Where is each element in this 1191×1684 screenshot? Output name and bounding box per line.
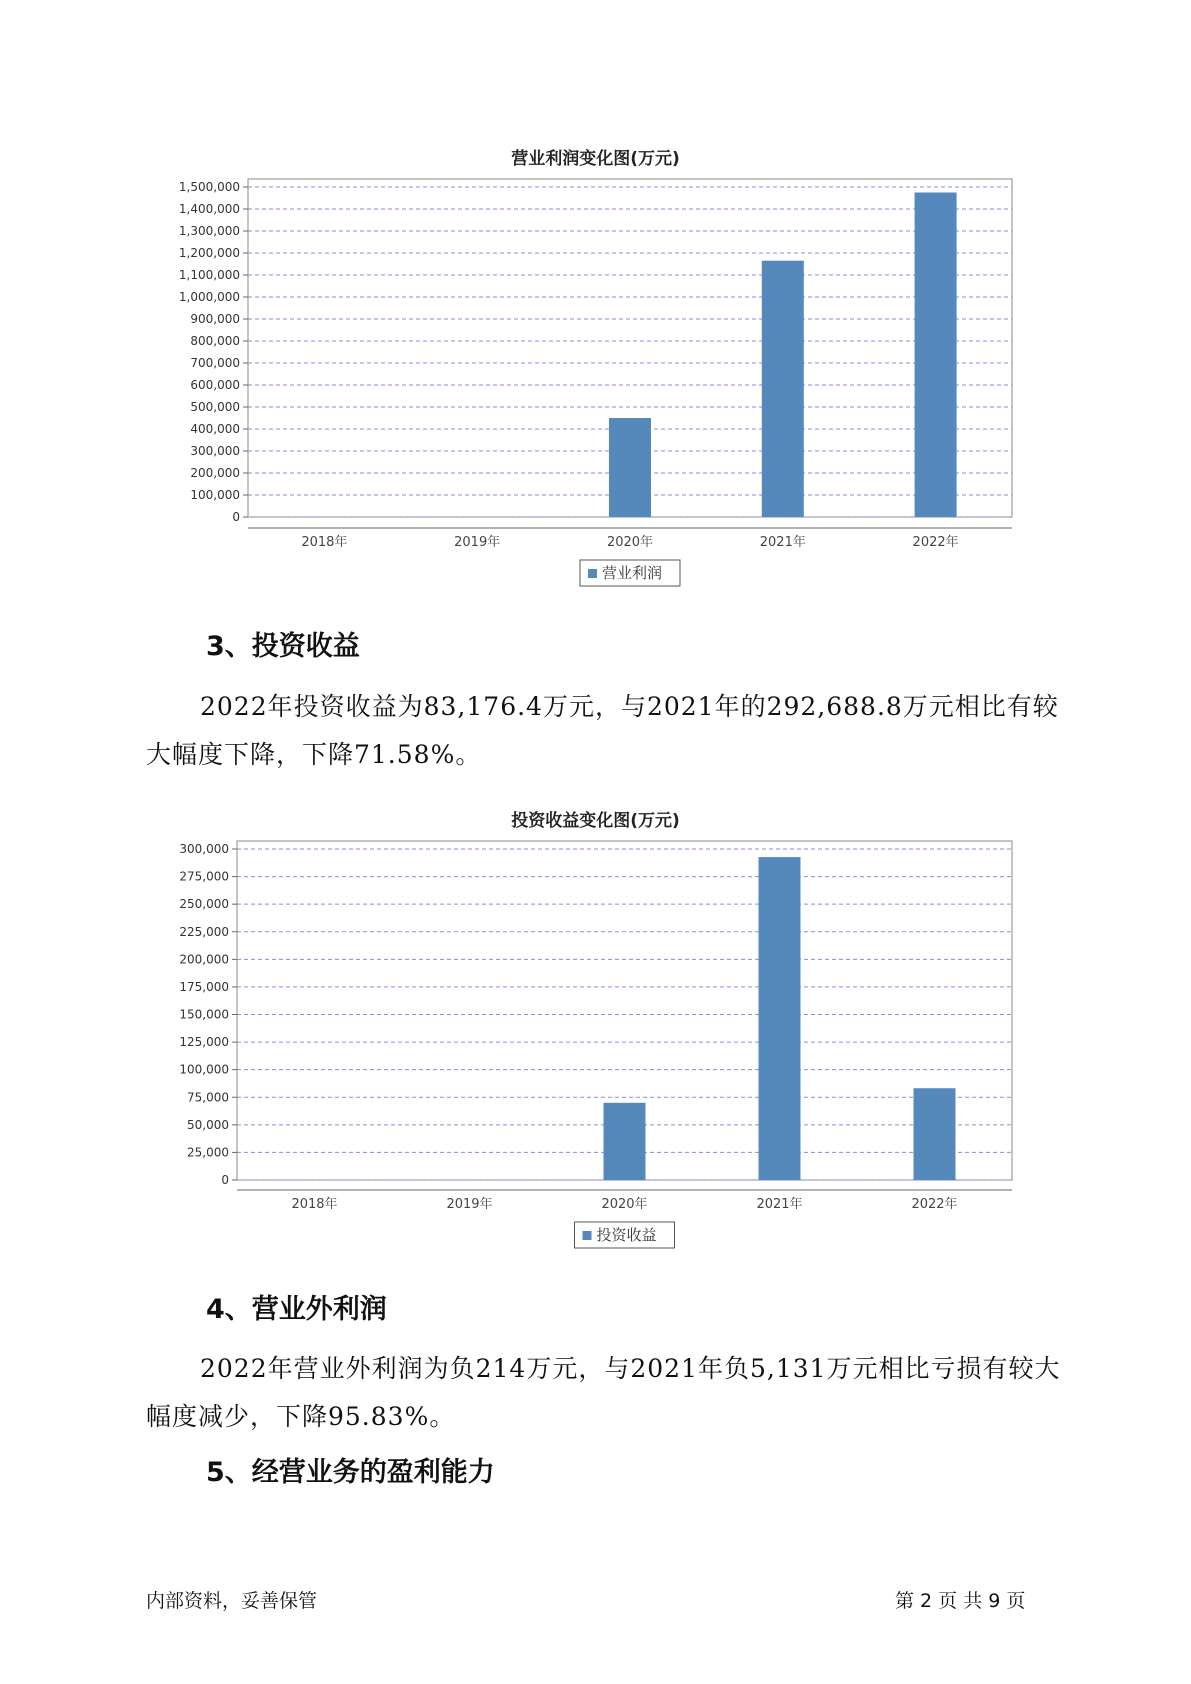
y-tick-label: 75,000 <box>187 1090 229 1105</box>
x-tick-label: 2021年 <box>759 535 806 550</box>
x-tick-label: 2019年 <box>446 1197 493 1212</box>
y-tick-label: 150,000 <box>179 1007 229 1022</box>
y-tick-label: 0 <box>221 1173 229 1187</box>
y-tick-label: 0 <box>232 510 240 524</box>
y-tick-label: 600,000 <box>190 378 240 392</box>
y-tick-label: 400,000 <box>190 422 240 436</box>
bar-2020年 <box>604 1103 646 1180</box>
y-tick-label: 100,000 <box>190 488 240 502</box>
legend-label: 投资收益 <box>596 1226 657 1244</box>
section-5-heading: 5、经营业务的盈利能力 <box>206 1457 495 1488</box>
y-tick-label: 900,000 <box>190 312 240 326</box>
y-tick-label: 125,000 <box>179 1035 229 1050</box>
y-tick-label: 250,000 <box>179 897 229 912</box>
footer-page-number: 第 2 页 共 9 页 <box>895 1590 1026 1612</box>
bar-2022年 <box>914 1088 956 1180</box>
x-tick-label: 2022年 <box>912 535 959 550</box>
y-tick-label: 1,200,000 <box>178 246 240 260</box>
chart-title-operating-profit: 营业利润变化图(万元) <box>511 149 680 169</box>
section-3-heading: 3、投资收益 <box>206 631 360 662</box>
y-tick-label: 800,000 <box>190 334 240 348</box>
y-tick-label: 25,000 <box>187 1145 229 1160</box>
y-tick-label: 200,000 <box>190 466 240 480</box>
y-tick-label: 700,000 <box>190 356 240 370</box>
legend-label: 营业利润 <box>602 564 663 582</box>
x-tick-label: 2018年 <box>291 1197 338 1212</box>
y-tick-label: 300,000 <box>190 444 240 458</box>
x-tick-label: 2021年 <box>756 1197 803 1212</box>
footer-confidential-note: 内部资料，妥善保管 <box>146 1590 318 1612</box>
y-tick-label: 1,300,000 <box>178 224 240 238</box>
y-tick-label: 275,000 <box>179 869 229 884</box>
y-tick-label: 200,000 <box>179 952 229 967</box>
y-tick-label: 100,000 <box>179 1062 229 1077</box>
legend-swatch <box>583 1231 592 1240</box>
y-tick-label: 1,000,000 <box>178 290 240 304</box>
x-tick-label: 2018年 <box>301 535 348 550</box>
y-tick-label: 1,100,000 <box>178 268 240 282</box>
y-tick-label: 300,000 <box>179 842 229 856</box>
x-tick-label: 2019年 <box>454 535 501 550</box>
section-4-paragraph: 2022年营业外利润为负214万元，与2021年负5,131万元相比亏损有较大幅度减少，下降95.83%。 <box>146 1354 1061 1431</box>
y-tick-label: 1,400,000 <box>178 202 240 216</box>
bar-2021年 <box>759 857 801 1180</box>
y-tick-label: 1,500,000 <box>178 180 240 194</box>
y-tick-label: 500,000 <box>190 400 240 414</box>
x-tick-label: 2020年 <box>601 1197 648 1212</box>
x-tick-label: 2020年 <box>606 535 654 550</box>
section-3-paragraph: 2022年投资收益为83,176.4万元，与2021年的292,688.8万元相比有较大幅度下降，下降71.58%。 <box>146 692 1059 769</box>
y-tick-label: 175,000 <box>179 979 229 994</box>
x-tick-label: 2022年 <box>911 1197 958 1212</box>
y-tick-label: 50,000 <box>187 1117 229 1132</box>
section-4-heading: 4、营业外利润 <box>206 1294 387 1325</box>
y-tick-label: 225,000 <box>179 924 229 939</box>
chart-title-investment-income: 投资收益变化图(万元) <box>511 811 680 831</box>
